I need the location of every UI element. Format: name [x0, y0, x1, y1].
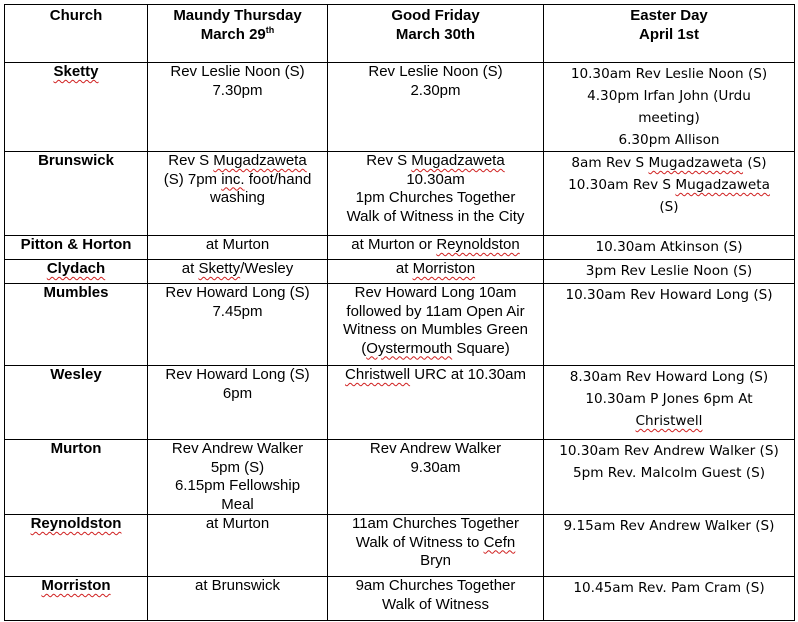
cell-line: 10.30am P Jones 6pm At: [585, 391, 753, 407]
friday-cell: [328, 440, 544, 515]
cell-line: at Brunswick: [194, 577, 281, 594]
cell-line: 2.30pm: [410, 81, 461, 99]
church-name: Mumbles: [5, 284, 148, 366]
cell-line: at Murton: [205, 515, 270, 532]
cell-line: 11am Churches Together: [351, 515, 520, 532]
cell-line: 10.30am Rev Howard Long (S): [565, 287, 773, 303]
friday-cell: [328, 152, 544, 236]
cell-line: 6pm: [222, 384, 253, 402]
cell-line: Christwell URC at 10.30am: [345, 366, 526, 383]
easter-cell: [544, 577, 795, 621]
church-name: Reynoldston: [5, 515, 148, 577]
cell-line: 10.45am Rev. Pam Cram (S): [573, 580, 765, 596]
cell-line: 3pm Rev Leslie Noon (S): [585, 263, 753, 279]
table-row: [5, 260, 795, 284]
cell-line: Rev Leslie Noon (S): [368, 63, 503, 80]
cell-line: Walk of Witness to Cefn: [355, 533, 516, 551]
church-name: Pitton & Horton: [5, 236, 148, 260]
friday-cell: [328, 366, 544, 440]
cell-line: at Morriston: [395, 260, 476, 277]
easter-cell: [544, 260, 795, 284]
cell-line: 10.30am Rev Andrew Walker (S): [559, 443, 779, 459]
table-row: [5, 515, 795, 577]
cell-line: 5pm Rev. Malcolm Guest (S): [572, 465, 766, 481]
cell-line: Rev Leslie Noon (S): [170, 63, 305, 80]
thursday-cell: [148, 284, 328, 366]
cell-line: 1pm Churches Together: [355, 189, 516, 206]
table-row: [5, 366, 795, 440]
table-row: [5, 577, 795, 621]
cell-line: 6.30pm Allison: [618, 132, 720, 148]
cell-line: Rev Andrew Walker: [369, 440, 502, 457]
table-row: [5, 236, 795, 260]
cell-line: 10.30am: [406, 170, 465, 188]
cell-line: 10.30am Rev Leslie Noon (S): [570, 66, 768, 82]
cell-line: Witness on Mumbles Green: [342, 321, 529, 338]
table-row: [5, 152, 795, 236]
cell-line: 9.30am: [410, 458, 461, 476]
cell-line: 6.15pm Fellowship: [174, 477, 301, 494]
cell-line: Walk of Witness: [382, 595, 489, 613]
cell-line: Rev Andrew Walker: [171, 440, 304, 457]
cell-line: Rev Howard Long (S): [165, 284, 310, 301]
cell-line: Rev Howard Long (S): [165, 366, 310, 383]
cell-line: 10.30am Atkinson (S): [595, 239, 743, 255]
friday-cell: [328, 63, 544, 152]
cell-line: Rev Howard Long 10am: [354, 284, 517, 301]
cell-line: 7.30pm: [212, 81, 263, 99]
cell-line: Rev S Mugadzaweta: [366, 152, 505, 169]
thursday-cell: [148, 440, 328, 515]
easter-cell: [544, 366, 795, 440]
cell-line: at Murton or Reynoldston: [351, 236, 520, 253]
easter-cell: [544, 515, 795, 577]
thursday-cell: [148, 236, 328, 260]
church-name: Wesley: [5, 366, 148, 440]
cell-line: at Murton: [205, 236, 270, 253]
cell-line: 10.30am Rev S Mugadzaweta: [568, 177, 770, 193]
cell-line: meeting): [638, 110, 700, 126]
friday-cell: [328, 284, 544, 366]
cell-line: 4.30pm Irfan John (Urdu: [587, 88, 751, 104]
easter-cell: [544, 236, 795, 260]
table-row: [5, 440, 795, 515]
easter-cell: [544, 440, 795, 515]
cell-line: (S) 7pm inc. foot/hand: [163, 170, 312, 188]
church-name: Murton: [5, 440, 148, 515]
cell-line: Meal: [221, 495, 254, 513]
header-good-friday: Good Friday March 30th: [328, 5, 544, 63]
friday-cell: [328, 236, 544, 260]
header-row: [5, 5, 795, 63]
cell-line: (Oystermouth Square): [361, 339, 510, 357]
table-row: [5, 63, 795, 152]
cell-line: Walk of Witness in the City: [346, 207, 525, 225]
cell-line: Bryn: [420, 552, 451, 569]
church-name: Morriston: [5, 577, 148, 621]
cell-line: 9am Churches Together: [355, 577, 516, 594]
cell-line: washing: [209, 189, 266, 206]
cell-line: 5pm (S): [210, 458, 265, 476]
thursday-cell: [148, 63, 328, 152]
header-easter-day: Easter Day April 1st: [544, 5, 795, 63]
header-church: Church: [5, 5, 148, 63]
thursday-cell: [148, 577, 328, 621]
church-name: Sketty: [5, 63, 148, 152]
church-name: Brunswick: [5, 152, 148, 236]
cell-line: 9.15am Rev Andrew Walker (S): [563, 518, 775, 534]
table-row: [5, 284, 795, 366]
thursday-cell: [148, 515, 328, 577]
friday-cell: [328, 577, 544, 621]
cell-line: (S): [659, 199, 679, 215]
cell-line: Rev S Mugadzaweta: [168, 152, 307, 169]
cell-line: Christwell: [635, 413, 703, 429]
easter-cell: [544, 284, 795, 366]
church-name: Clydach: [5, 260, 148, 284]
friday-cell: [328, 515, 544, 577]
thursday-cell: [148, 260, 328, 284]
friday-cell: [328, 260, 544, 284]
thursday-cell: [148, 366, 328, 440]
easter-cell: [544, 152, 795, 236]
header-maundy-thursday: Maundy Thursday March 29th: [148, 5, 328, 63]
cell-line: 8am Rev S Mugadzaweta (S): [571, 155, 767, 171]
easter-services-table: [4, 4, 795, 621]
cell-line: 8.30am Rev Howard Long (S): [569, 369, 769, 385]
easter-cell: [544, 63, 795, 152]
thursday-cell: [148, 152, 328, 236]
cell-line: followed by 11am Open Air: [346, 302, 525, 320]
cell-line: at Sketty/Wesley: [181, 260, 294, 277]
cell-line: 7.45pm: [212, 302, 263, 320]
